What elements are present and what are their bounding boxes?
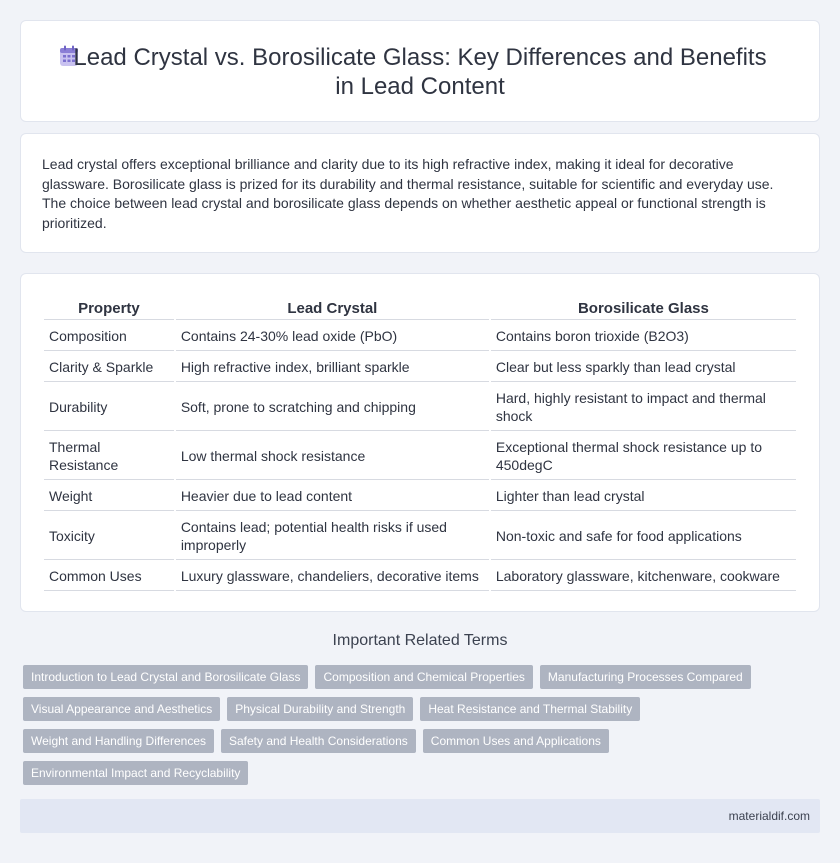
tag-row — [23, 729, 783, 753]
tag-row — [23, 697, 783, 721]
table-cell: High refractive index, brilliant sparkle — [176, 353, 489, 382]
table-cell: Heavier due to lead content — [176, 482, 489, 511]
table-cell: Thermal Resistance — [44, 433, 174, 480]
table-cell: Laboratory glassware, kitchenware, cookware — [491, 562, 796, 591]
table-row — [44, 513, 796, 560]
table-cell: Composition — [44, 322, 174, 351]
page-title-line-1: Lead Crystal vs. Borosilicate Glass: Key Differences and Benefits — [73, 44, 767, 71]
related-term-tag[interactable]: Heat Resistance and Thermal Stability — [420, 697, 640, 721]
table-cell: Low thermal shock resistance — [176, 433, 489, 480]
tag-row — [23, 761, 783, 785]
table-row — [44, 322, 796, 351]
table-cell: Clear but less sparkly than lead crystal — [491, 353, 796, 382]
table-row — [44, 433, 796, 480]
intro-card — [20, 133, 820, 253]
related-term-tag[interactable]: Safety and Health Considerations — [221, 729, 416, 753]
table-cell: Contains 24-30% lead oxide (PbO) — [176, 322, 489, 351]
page-title-line-2: in Lead Content — [335, 73, 505, 100]
related-term-tag[interactable]: Weight and Handling Differences — [23, 729, 214, 753]
table-cell: Contains boron trioxide (B2O3) — [491, 322, 796, 351]
table-cell: Lighter than lead crystal — [491, 482, 796, 511]
comparison-table — [42, 296, 798, 593]
column-header-property: Property — [44, 298, 174, 320]
related-term-tag[interactable]: Introduction to Lead Crystal and Borosilicate Glass — [23, 665, 308, 689]
table-cell: Exceptional thermal shock resistance up to 450degC — [491, 433, 796, 480]
footer — [20, 799, 820, 833]
column-header-borosilicate-glass: Borosilicate Glass — [491, 298, 796, 320]
related-term-tag[interactable]: Manufacturing Processes Compared — [540, 665, 751, 689]
table-cell: Common Uses — [44, 562, 174, 591]
table-cell: Toxicity — [44, 513, 174, 560]
page-title — [21, 43, 819, 101]
comparison-table-card — [20, 273, 820, 612]
table-row — [44, 562, 796, 591]
related-term-tag[interactable]: Physical Durability and Strength — [227, 697, 413, 721]
header-card — [20, 20, 820, 122]
table-cell: Soft, prone to scratching and chipping — [176, 384, 489, 431]
table-cell: Weight — [44, 482, 174, 511]
related-term-tag[interactable]: Environmental Impact and Recyclability — [23, 761, 248, 785]
table-cell: Contains lead; potential health risks if used improperly — [176, 513, 489, 560]
table-cell: Clarity & Sparkle — [44, 353, 174, 382]
tag-row — [23, 665, 783, 689]
related-terms-list — [23, 665, 783, 793]
table-row — [44, 353, 796, 382]
related-term-tag[interactable]: Common Uses and Applications — [423, 729, 609, 753]
table-cell: Hard, highly resistant to impact and thermal shock — [491, 384, 796, 431]
intro-paragraph: Lead crystal offers exceptional brilliance and clarity due to its high refractive index, making it ideal for decorative glassware. Borosilicate glass is prized for its durability and thermal resistance, suitable for scientific and everyday use. The choice between lead crystal and borosilicate glass depends on whether aesthetic appeal or functional strength is prioritized. — [42, 156, 774, 231]
table-row — [44, 384, 796, 431]
column-header-lead-crystal: Lead Crystal — [176, 298, 489, 320]
related-term-tag[interactable]: Visual Appearance and Aesthetics — [23, 697, 220, 721]
related-terms-heading: Important Related Terms — [332, 632, 508, 649]
table-row — [44, 482, 796, 511]
table-header-row — [44, 298, 796, 320]
table-cell: Non-toxic and safe for food applications — [491, 513, 796, 560]
table-cell: Luxury glassware, chandeliers, decorative items — [176, 562, 489, 591]
footer-site-link[interactable]: materialdif.com — [728, 809, 810, 823]
related-term-tag[interactable]: Composition and Chemical Properties — [315, 665, 532, 689]
table-cell: Durability — [44, 384, 174, 431]
